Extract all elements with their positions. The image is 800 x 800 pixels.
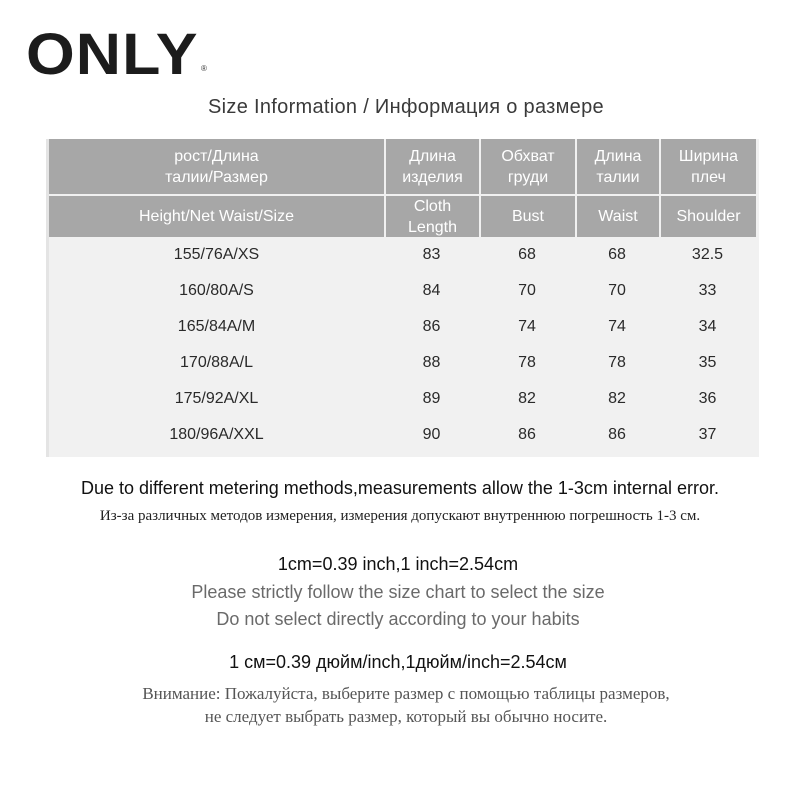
cell-waist: 78 [608,354,626,371]
cell-cloth-length: 88 [422,354,441,371]
header-text-line: плеч [691,168,726,186]
header-text-line: Waist [598,208,638,225]
cell-bust: 78 [518,354,536,371]
cell-cloth-length: 84 [422,282,441,299]
header-text-line: Ширина [678,147,739,165]
warning-ru-line-2: не следует выбрать размер, который вы обычно носите. [204,707,608,726]
header-en-bust [481,196,575,237]
table-row [49,417,759,453]
header-ru-size [49,139,384,194]
table-row [49,309,759,345]
header-text-line: Length [408,218,457,236]
cell-cloth-length: 86 [422,318,441,335]
registered-mark: ® [201,64,207,73]
cell-waist: 82 [608,390,626,407]
cell-shoulder: 36 [698,390,717,407]
brand-logo: ONLY [26,22,199,87]
cell-bust: 82 [518,390,536,407]
header-ru-cloth-length [386,139,479,194]
header-text-line: Обхват [501,147,555,165]
header-text-line: Height/Net Waist/Size [138,208,294,225]
cell-waist: 68 [608,246,626,263]
page-title: Size Information / Информация о размере [208,96,604,118]
table-row [49,237,759,273]
header-text-line: Bust [511,208,544,225]
cell-shoulder: 35 [698,354,717,371]
measurement-error-note-en: Due to different metering methods,measurements allow the 1-3cm internal error. [81,478,719,498]
cell-shoulder: 32.5 [691,246,724,263]
follow-chart-note: Please strictly follow the size chart to select the size [191,582,605,602]
header-text-line: Cloth [413,197,452,215]
cell-shoulder: 33 [698,282,717,299]
cell-size: 175/92A/XL [174,390,259,407]
habits-note: Do not select directly according to your habits [216,609,580,629]
header-ru-shoulder [661,139,756,194]
table-row [49,345,759,381]
cell-waist: 74 [608,318,626,335]
header-text-line: рост/Длина [174,147,259,165]
cell-bust: 70 [518,282,536,299]
cell-size: 155/76A/XS [173,246,260,263]
header-ru-bust [481,139,575,194]
header-text-line: Длина [409,147,456,165]
measurement-error-note-ru: Из-за различных методов измерения, измерения допускают внутреннюю погрешность 1-3 см. [99,508,701,524]
cell-bust: 86 [518,426,536,443]
cell-cloth-length: 89 [422,390,441,407]
cell-bust: 68 [518,246,536,263]
cell-cloth-length: 83 [422,246,441,263]
size-table [46,139,759,457]
cell-size: 160/80A/S [179,282,254,299]
cell-waist: 70 [608,282,626,299]
header-text-line: Shoulder [676,208,741,225]
header-text-line: груди [507,168,549,186]
header-ru-waist [577,139,659,194]
table-row [49,273,759,309]
warning-ru-line-1: Внимание: Пожалуйста, выберите размер с помощью таблицы размеров, [142,684,670,703]
cell-waist: 86 [608,426,626,443]
cell-size: 165/84A/M [177,318,256,335]
cell-bust: 74 [518,318,536,335]
header-text-line: изделия [402,168,463,186]
conversion-note-ru: 1 см=0.39 дюйм/inch,1дюйм/inch=2.54см [229,652,567,672]
header-en-size [49,196,384,237]
cell-shoulder: 34 [698,318,717,335]
cell-size: 170/88A/L [180,354,253,371]
cell-cloth-length: 90 [422,426,441,443]
header-text-line: Длина [594,147,642,165]
header-en-cloth-length [386,196,479,237]
cell-size: 180/96A/XXL [169,426,264,443]
table-row [49,381,759,417]
header-text-line: талии/Размер [165,168,268,186]
header-en-waist [577,196,659,237]
cell-shoulder: 37 [698,426,717,443]
conversion-note-en: 1cm=0.39 inch,1 inch=2.54cm [277,554,519,574]
header-en-shoulder [661,196,756,237]
header-text-line: талии [596,168,640,186]
